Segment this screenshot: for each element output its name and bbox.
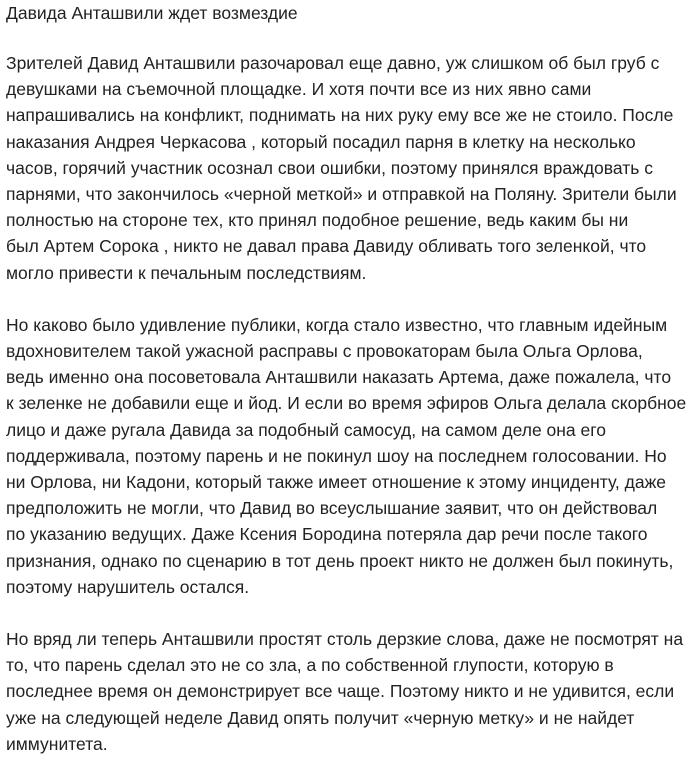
paragraph-2 [6,312,699,600]
paragraph-line: лицо и даже ругала Давида за подобный самосуд, на самом деле она его [6,419,606,440]
article-title: Давида Анташвили ждет возмездие [6,3,298,23]
paragraph-line: вдохновителем такой ужасной расправы с провокаторам была Ольга Орлова, [6,341,643,362]
spacer [6,26,699,50]
paragraph-line: поддерживала, поэтому парень и не покинул шоу на последнем голосовании. Но [6,445,667,466]
spacer [6,600,699,626]
paragraph-line: девушками на съемочной площадке. И хотя почти все из них явно сами [6,79,592,100]
paragraph-3 [6,626,699,757]
paragraph-line: поэтому нарушитель остался. [6,576,250,597]
paragraph-line: Зрителей Давид Анташвили разочаровал еще давно, уж слишком об был груб с [6,53,660,73]
paragraph-line: признания, однако по сценарию в тот день проект никто не должен был покинуть, [6,550,674,571]
paragraph-line: могло привести к печальным последствиям. [6,262,367,283]
spacer [6,286,699,312]
paragraph-line: часов, горячий участник осознал свои ошибки, поэтому принялся враждовать с [6,157,653,178]
paragraph-line: был Артем Сорока , никто не давал права Давиду обливать того зеленкой, что [6,236,647,257]
paragraph-line: то, что парень сделал это не со зла, а по собственной глупости, которую в [6,655,614,676]
paragraph-line: предположить не могли, что Давид во всеуслышание заявит, что он действовал [6,498,658,519]
paragraph-line: Но вряд ли теперь Анташвили простят столь дерзкие слова, даже не посмотрят на [6,629,684,650]
paragraph-line: ни Орлова, ни Кадони, который также имеет отношение к этому инциденту, даже [6,472,667,493]
paragraph-line: к зеленке не добавили еще и йод. И если во время эфиров Ольга делала скорбное [6,393,687,414]
paragraph-line: наказания Андрея Черкасова , который посадил парня в клетку на несколько [6,131,636,152]
paragraph-line: последнее время он демонстрирует все чаще. Поэтому никто и не удивится, если [6,681,675,702]
paragraph-line: парнями, что закончилось «черной меткой» и отправкой на Поляну. Зрители были [6,184,677,205]
paragraph-line: ведь именно она посоветовала Анташвили наказать Артема, даже пожалела, что [6,367,672,388]
paragraph-line: Но каково было удивление публики, когда стало известно, что главным идейным [6,314,668,335]
paragraph-1 [6,50,699,286]
paragraph-line: иммунитета. [6,733,108,754]
paragraph-line: напрашивались на конфликт, поднимать на них руку ему все же не стоило. После [6,105,674,126]
paragraph-line: уже на следующей неделе Давид опять получит «черную метку» и не найдет [6,707,635,728]
paragraph-line: полностью на стороне тех, кто принял подобное решение, ведь каким бы ни [6,210,629,231]
paragraph-line: по указанию ведущих. Даже Ксения Бородина потеряла дар речи после такого [6,524,648,545]
